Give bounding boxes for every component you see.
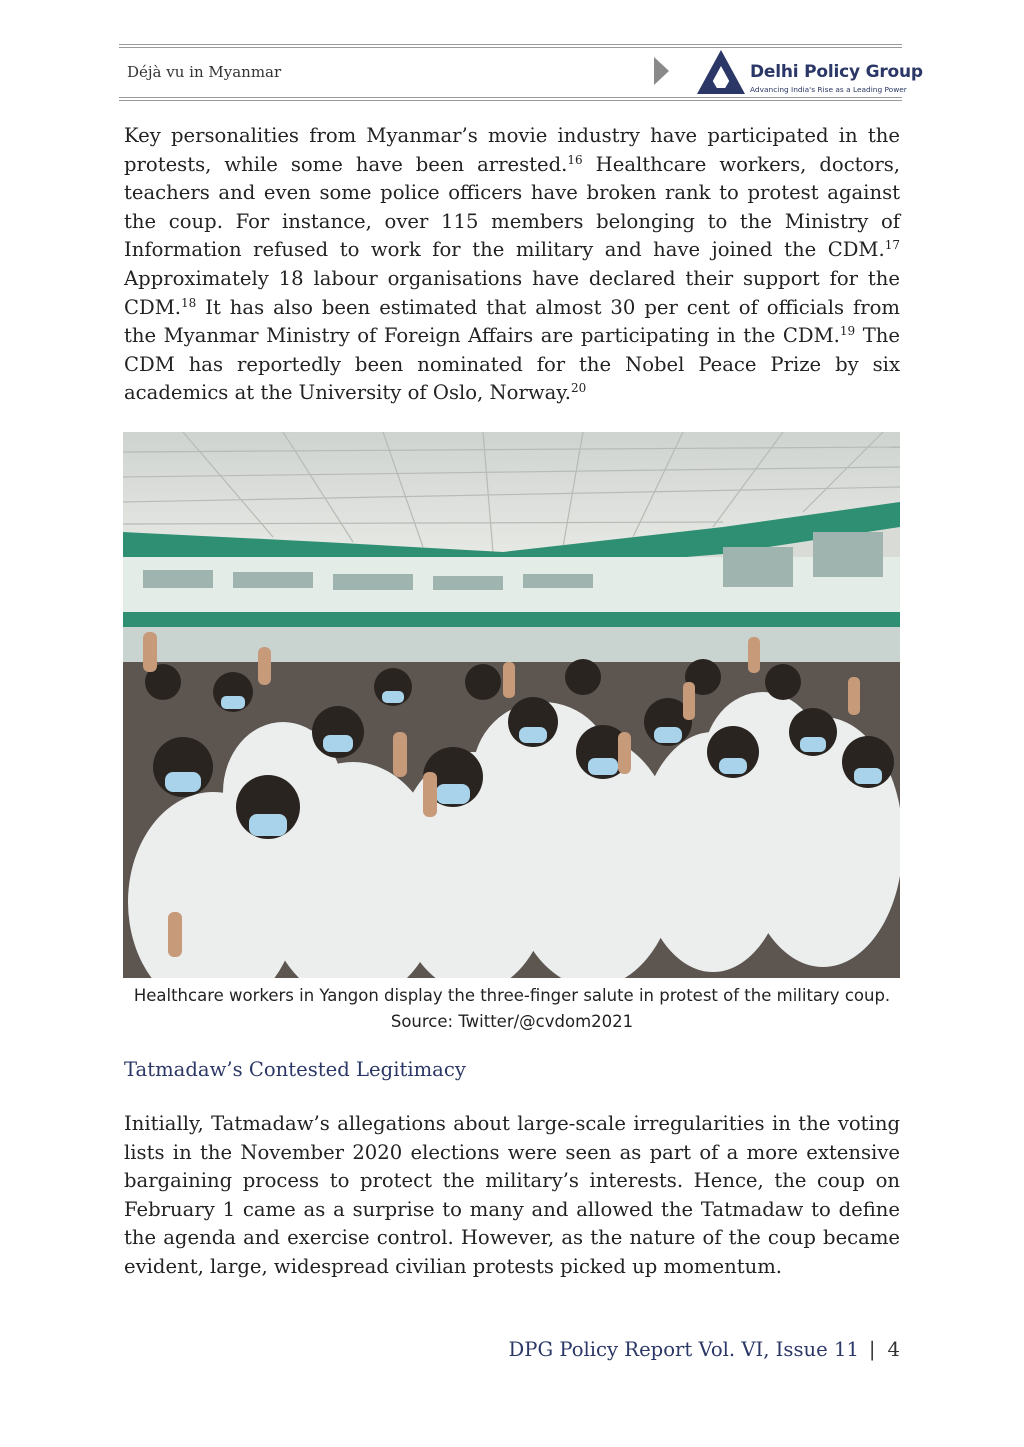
figure-caption: Healthcare workers in Yangon display the three-finger salute in protest of the military coup. Source: Twitter/@cvdom2021: [133, 986, 891, 1031]
header-rule-top: [119, 44, 902, 45]
report-title: DPG Policy Report Vol. VI, Issue 11: [508, 1338, 859, 1361]
sentence: The CDM has reportedly been nominated for the Nobel Peace Prize by six academics at the University of Oslo, Norway.: [124, 324, 900, 405]
footer-separator: |: [868, 1338, 876, 1361]
logo-name: Delhi Policy Group: [750, 62, 923, 82]
footnote-ref[interactable]: 20: [570, 381, 587, 396]
page-number: 4: [887, 1338, 900, 1361]
sentence: Approximately 18 labour organisations have declared their support for the CDM.: [124, 266, 900, 319]
logo-tagline: Advancing India's Rise as a Leading Power: [750, 85, 907, 94]
footnote-ref[interactable]: 19: [839, 324, 856, 339]
body-paragraph-2: Initially, Tatmadaw’s allegations about large-scale irregularities in the voting lists in the November 2020 elections were seen as part of a more extensive bargaining process to protect the military’s interests. Hence, the coup on February 1 came as a surprise to many and allowed the Tatmadaw to define the agenda and exercise control. However, as the nature of the coup became evident, large, widespread civilian protests picked up momentum.: [124, 1112, 900, 1278]
header-rule-bottom-inner: [119, 100, 902, 101]
photo-illustration: [123, 432, 900, 978]
footnote-ref[interactable]: 16: [567, 152, 583, 167]
dpg-logo-icon: [695, 48, 747, 96]
section-heading: Tatmadaw’s Contested Legitimacy: [124, 1058, 466, 1081]
footnote-ref[interactable]: 18: [181, 295, 197, 310]
sentence: Healthcare workers, doctors, teachers and even some police officers have broken rank to protest against the coup. For instance, over 115 members belonging to the Ministry of Information refused to work for the military and have joined the CDM.: [124, 152, 900, 262]
arrow-icon: [654, 57, 669, 85]
page-footer: [509, 1338, 900, 1361]
body-paragraph-1: [124, 122, 900, 408]
footnote-ref[interactable]: 17: [884, 238, 900, 253]
protest-photo: [123, 432, 900, 978]
sentence: Key personalities from Myanmar’s movie industry have participated in the protests, while some have been arrested.: [124, 124, 900, 176]
header-rule-bottom: [119, 97, 902, 98]
running-title: Déjà vu in Myanmar: [127, 63, 282, 81]
sentence: It has also been estimated that almost 30 per cent of officials from the Myanmar Ministry of Foreign Affairs are participating in the CDM.: [124, 295, 900, 348]
header-rule-top-inner: [119, 47, 902, 48]
